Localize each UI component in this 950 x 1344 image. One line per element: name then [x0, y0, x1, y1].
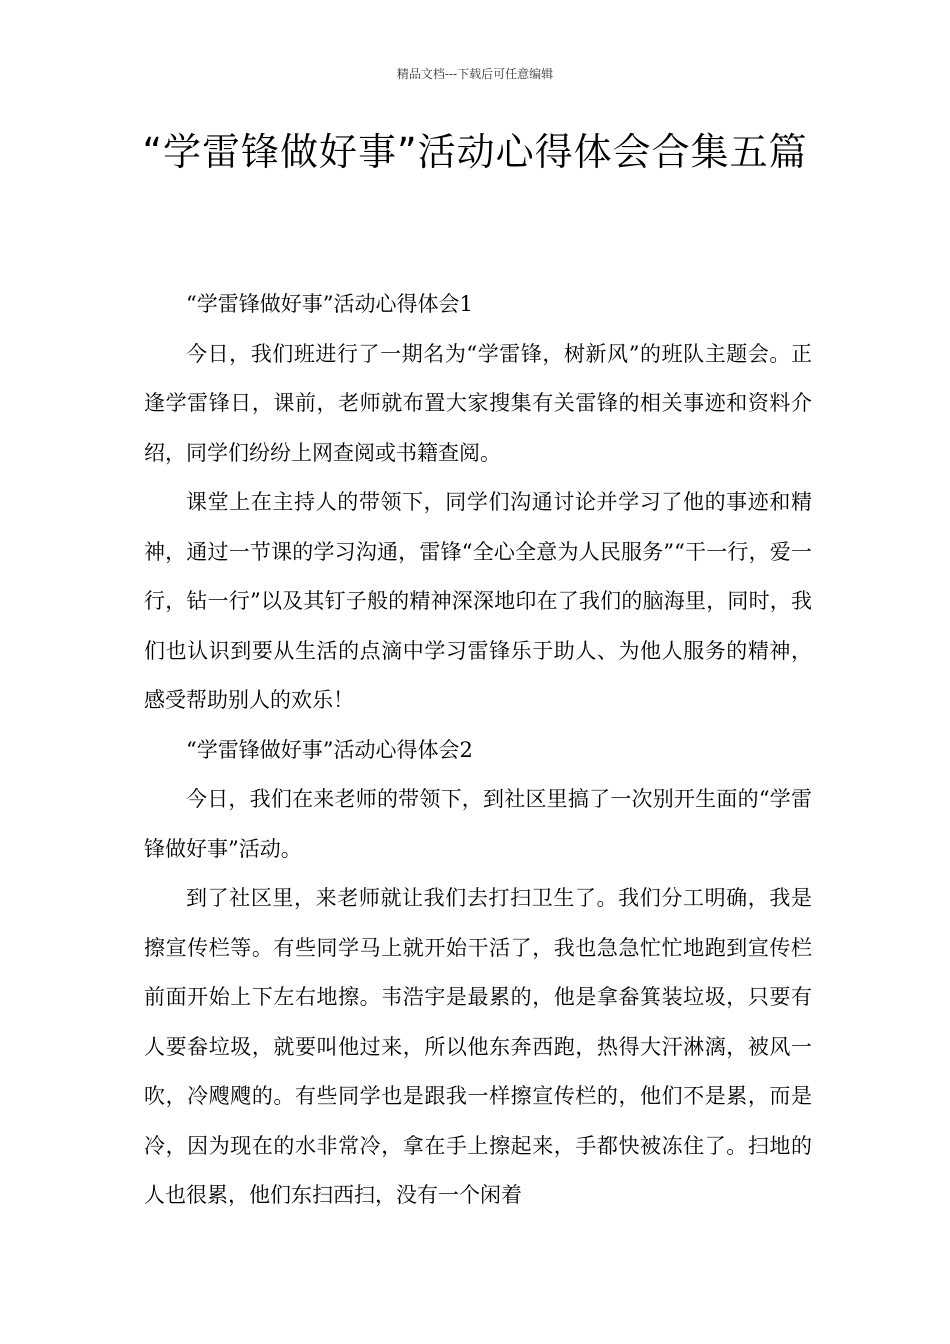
- document-body: [144, 280, 812, 1221]
- paragraph: 到了社区里，来老师就让我们去打扫卫生了。我们分工明确，我是擦宣传栏等。有些同学马上就开始干活了，我也急急忙忙地跑到宣传栏前面开始上下左右地擦。韦浩宇是最累的，他是拿畚箕装垃圾，只要有人要畚垃圾，就要叫他过来，所以他东奔西跑，热得大汗淋漓，被风一吹，冷飕飕的。有些同学也是跟我一样擦宣传栏的，他们不是累，而是冷，因为现在的水非常冷，拿在手上擦起来，手都快被冻住了。扫地的人也很累，他们东扫西扫，没有一个闲着: [144, 886, 812, 1207]
- section-heading-1: “学雷锋做好事”活动心得体会1: [186, 292, 473, 316]
- paragraph: 课堂上在主持人的带领下，同学们沟通讨论并学习了他的事迹和精神，通过一节课的学习沟通，雷锋“全心全意为人民服务”“干一行，爱一行，钻一行”以及其钉子般的精神深深地印在了我们的脑海里，同时，我们也认识到要从生活的点滴中学习雷锋乐于助人、为他人服务的精神，感受帮助别人的欢乐！: [144, 490, 812, 712]
- header-note: 精品文档---下载后可任意编辑: [396, 67, 554, 81]
- section-heading-2: “学雷锋做好事”活动心得体会2: [186, 737, 473, 762]
- document-title: “学雷锋做好事”活动心得体会合集五篇: [142, 130, 808, 174]
- paragraph: 今日，我们班进行了一期名为“学雷锋，树新风”的班队主题会。正逢学雷锋日，课前，老师就布置大家搜集有关雷锋的相关事迹和资料介绍，同学们纷纷上网查阅或书籍查阅。: [144, 341, 812, 465]
- paragraph: 今日，我们在来老师的带领下，到社区里搞了一次别开生面的“学雷锋做好事”活动。: [144, 787, 812, 861]
